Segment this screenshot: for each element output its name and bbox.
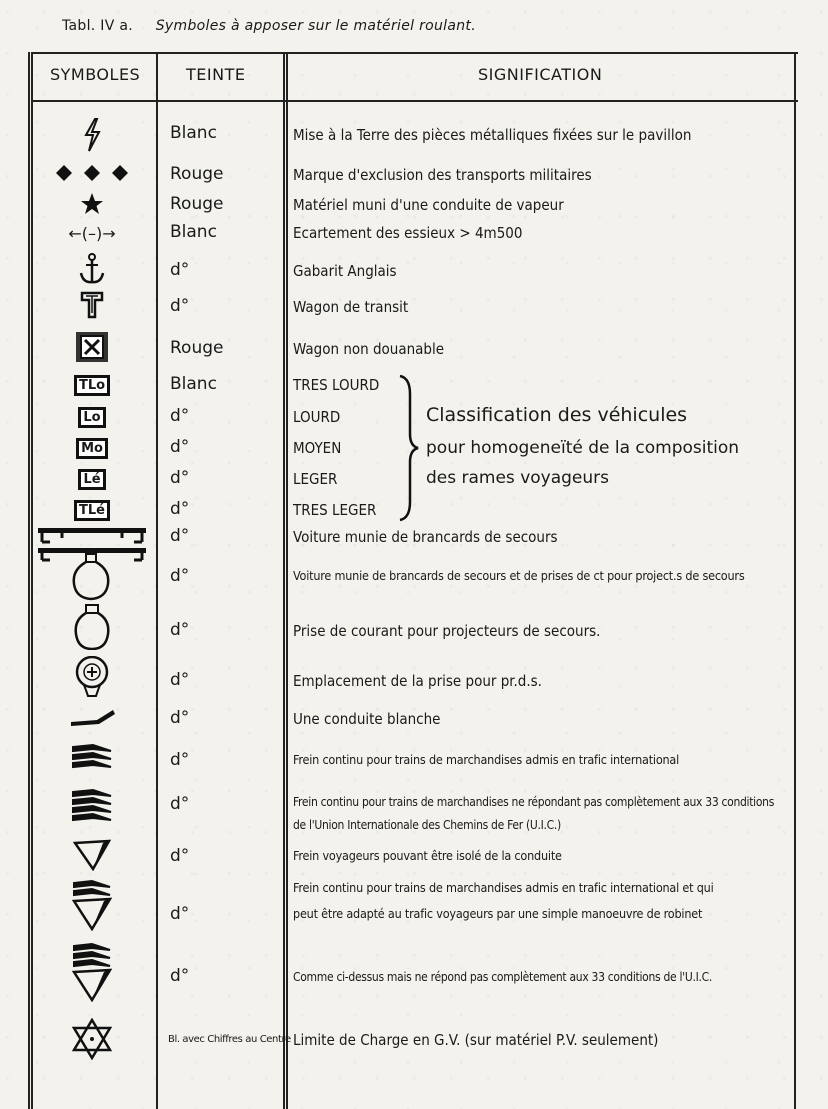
classification-line-1: Classification des véhicules bbox=[426, 404, 688, 426]
table-number: Tabl. IV a. bbox=[62, 18, 133, 34]
x-hatched-box-icon bbox=[36, 330, 148, 364]
le-box-icon bbox=[36, 466, 148, 492]
lo-box-label: Lo bbox=[78, 407, 105, 428]
classification-line-3: des rames voyageurs bbox=[426, 468, 610, 488]
signification-cell: Wagon non douanable bbox=[293, 340, 445, 358]
teinte-cell: Blanc bbox=[170, 123, 217, 143]
signification-cell: Mise à la Terre des pièces métalliques fixées sur le pavillon bbox=[293, 126, 692, 144]
teinte-cell: Rouge bbox=[170, 164, 224, 184]
header-teinte: TEINTE bbox=[186, 65, 246, 84]
tlo-box-icon bbox=[36, 372, 148, 398]
signification-cell: TRES LOURD bbox=[293, 376, 380, 394]
signification-cell: TRES LEGER bbox=[293, 501, 377, 519]
signification-cell: Wagon de transit bbox=[293, 298, 409, 316]
teinte-cell: d° bbox=[170, 670, 190, 690]
teinte-cell: d° bbox=[170, 566, 190, 586]
star-icon bbox=[36, 192, 148, 216]
classification-line-2: pour homogeneïté de la composition bbox=[426, 438, 740, 458]
t-transit-icon bbox=[36, 290, 148, 320]
symbols-table bbox=[28, 52, 798, 1109]
teinte-cell: d° bbox=[170, 846, 190, 866]
teinte-cell: d° bbox=[170, 620, 190, 640]
signification-cell: Frein continu pour trains de marchandises admis en trafic international et qui bbox=[293, 880, 714, 895]
column-divider-2 bbox=[283, 52, 285, 1109]
le-box-label: Lé bbox=[78, 469, 105, 490]
header-divider bbox=[32, 100, 798, 102]
signification-cell: Limite de Charge en G.V. (sur matériel P.V. seulement) bbox=[293, 1031, 659, 1049]
teinte-cell: Rouge bbox=[170, 338, 224, 358]
teinte-cell: d° bbox=[170, 708, 190, 728]
bulb-plus-icon bbox=[36, 656, 148, 698]
tle-box-label: TLé bbox=[74, 500, 110, 521]
signification-cell: Comme ci-dessus mais ne répond pas complètement aux 33 conditions de l'U.I.C. bbox=[293, 970, 712, 984]
teinte-cell: d° bbox=[170, 526, 190, 546]
signification-cell: Frein continu pour trains de marchandises ne répondant pas complètement aux 33 conditions bbox=[293, 795, 775, 809]
triple-band-icon bbox=[36, 742, 148, 776]
signification-cell: LOURD bbox=[293, 408, 341, 426]
triangle-icon bbox=[36, 838, 148, 872]
mo-box-label: Mo bbox=[76, 438, 108, 459]
table-border-left bbox=[28, 52, 30, 1109]
teinte-cell: Blanc bbox=[170, 374, 217, 394]
column-divider-1 bbox=[156, 52, 158, 1109]
signification-cell: Voiture munie de brancards de secours bbox=[293, 528, 558, 546]
teinte-cell: d° bbox=[170, 468, 190, 488]
signification-cell: Marque d'exclusion des transports militaires bbox=[293, 166, 592, 184]
teinte-cell: d° bbox=[170, 437, 190, 457]
lo-box-icon bbox=[36, 404, 148, 430]
teinte-cell: d° bbox=[170, 406, 190, 426]
signification-cell: Matériel muni d'une conduite de vapeur bbox=[293, 196, 564, 214]
teinte-cell: d° bbox=[170, 296, 190, 316]
stretcher-with-bulb-icon bbox=[36, 546, 148, 602]
table-border-left-inner bbox=[31, 52, 33, 1109]
column-divider-2-inner bbox=[286, 52, 288, 1109]
signification-cell: Frein voyageurs pouvant être isolé de la conduite bbox=[293, 848, 562, 863]
quad-bands-triangle-icon bbox=[36, 942, 148, 1002]
lightning-bolt-icon bbox=[36, 118, 148, 152]
header-symboles: SYMBOLES bbox=[50, 65, 141, 84]
tlo-box-label: TLo bbox=[74, 375, 110, 396]
teinte-cell: d° bbox=[170, 904, 190, 924]
quad-band-icon bbox=[36, 786, 148, 830]
teinte-cell: Blanc bbox=[170, 222, 217, 242]
six-point-star-icon bbox=[36, 1018, 148, 1060]
tle-box-icon bbox=[36, 497, 148, 523]
three-diamonds-icon bbox=[36, 162, 148, 184]
teinte-cell: d° bbox=[170, 750, 190, 770]
stretcher-bracket-icon bbox=[36, 524, 148, 548]
axle-spacing-arrows-icon: ←(–)→ bbox=[68, 223, 116, 243]
signification-cell: Ecartement des essieux > 4m500 bbox=[293, 224, 523, 242]
bands-triangle-icon bbox=[36, 878, 148, 932]
teinte-cell: Rouge bbox=[170, 194, 224, 214]
table-border-top bbox=[32, 52, 798, 54]
signification-cell: Une conduite blanche bbox=[293, 710, 441, 728]
signification-cell: LEGER bbox=[293, 470, 338, 488]
table-border-right bbox=[794, 52, 796, 1109]
anchor-icon bbox=[36, 252, 148, 286]
signification-cell: Frein continu pour trains de marchandises admis en trafic international bbox=[293, 752, 680, 767]
signification-cell: Gabarit Anglais bbox=[293, 262, 397, 280]
teinte-cell: d° bbox=[170, 966, 190, 986]
signification-cell-line-2: de l'Union Internationale des Chemins de Fer (U.I.C.) bbox=[293, 818, 561, 832]
table-caption: Symboles à apposer sur le matériel roulant. bbox=[155, 18, 476, 34]
curly-brace bbox=[396, 374, 420, 522]
signification-cell: Voiture munie de brancards de secours et de prises de ct pour project.s de secours bbox=[293, 568, 745, 583]
signification-cell: Emplacement de la prise pour pr.d.s. bbox=[293, 672, 542, 690]
bulb-icon bbox=[36, 604, 148, 650]
teinte-cell: d° bbox=[170, 260, 190, 280]
header-signification: SIGNIFICATION bbox=[478, 65, 603, 84]
table-title bbox=[62, 18, 476, 34]
signification-cell-line-2: peut être adapté au trafic voyageurs par une simple manoeuvre de robinet bbox=[293, 906, 703, 921]
signification-cell: MOYEN bbox=[293, 439, 342, 457]
single-band-icon bbox=[36, 704, 148, 730]
teinte-cell: Bl. avec Chiffres au Centre bbox=[168, 1034, 291, 1045]
mo-box-icon bbox=[36, 435, 148, 461]
teinte-cell: d° bbox=[170, 499, 190, 519]
signification-cell: Prise de courant pour projecteurs de secours. bbox=[293, 622, 601, 640]
teinte-cell: d° bbox=[170, 794, 190, 814]
